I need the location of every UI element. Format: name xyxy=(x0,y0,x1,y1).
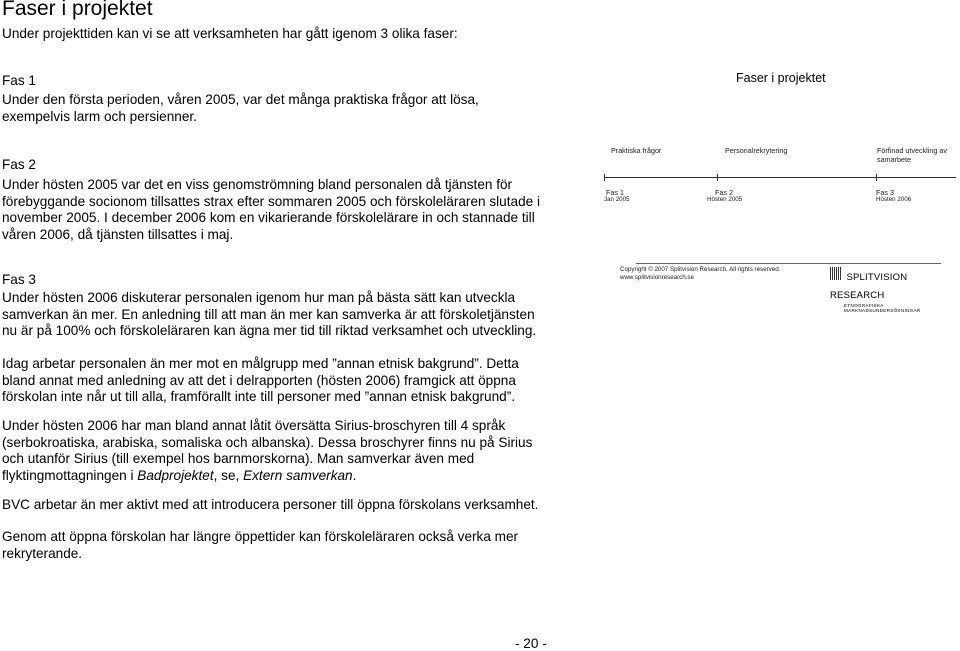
paragraph-today: Idag arbetar personalen än mer mot en målgrupp med ”annan etnisk bakgrund”. Detta bland annat med anledning av att det i delrapporten (hösten 2006) framgick att öppna förskolan inte når ut till alla, framförallt inte till personer med ”annan etnisk bakgrund”. xyxy=(2,356,519,404)
website-link: www.splitvisionresearch.se xyxy=(620,274,694,281)
fas2-heading: Fas 2 xyxy=(2,157,36,172)
phase2-date: Hösten 2005 xyxy=(707,196,743,203)
barcode-icon xyxy=(830,267,842,280)
phase2-top-label: Personalrekrytering xyxy=(725,146,788,155)
logo-subtitle: ETNOGRAFISKA MARKNADSUNDERSÖKNINGAR xyxy=(844,303,921,313)
phase1-date: Jan 2005 xyxy=(604,196,630,203)
paragraph-sirius: Under hösten 2006 har man bland annat låtit översätta Sirius-broschyren till 4 språk (serbokroatiska, arabiska, somaliska och albanska). Dessa broschyrer finns nu på Sirius och utanför Sirius (till exempel hos barnmorskorna). Man samverkar även med flyktingmottagningen i Badprojektet, se, Extern samverkan. xyxy=(2,418,533,483)
logo-name: SPLITVISION RESEARCH xyxy=(830,272,908,301)
paragraph-open-preschool: Genom att öppna förskolan har längre öppettider kan förskoleläraren också verka mer rekryterande. xyxy=(2,529,519,561)
fas3-heading: Fas 3 xyxy=(2,272,36,287)
phase3-name: Fas 3 xyxy=(876,188,894,197)
timeline-tick xyxy=(876,174,877,181)
intro-text: Under projekttiden kan vi se att verksamheten har gått igenom 3 olika faser: xyxy=(2,26,458,41)
figure-title: Faser i projektet xyxy=(736,71,826,85)
phase3-top-label: Förfinad utveckling av samarbete xyxy=(877,146,947,164)
phase3-date: Hösten 2006 xyxy=(876,196,912,203)
phase1-name: Fas 1 xyxy=(606,188,624,197)
fas2-text: Under hösten 2005 var det en viss genomströmning bland personalen då tjänsten för förebyggande socionom tillsattes strax efter sommaren 2005 och förskoleläraren slutade i november 2005. I december 2006 kom en vikarierande förskolelärare in och stannade till våren 2006, då tjänsten tillsattes i maj. xyxy=(2,177,540,242)
phase2-name: Fas 2 xyxy=(715,188,733,197)
timeline-tick xyxy=(717,174,718,181)
badprojektet-link: Badprojektet xyxy=(137,467,214,483)
timeline-tick xyxy=(604,174,605,181)
page-number: - 20 - xyxy=(515,636,547,651)
page-title: Faser i projektet xyxy=(2,0,153,20)
copyright-text: Copyright © 2007 Splitvision Research. All rights reserved. xyxy=(620,266,781,273)
phase1-top-label: Praktiska frågor xyxy=(611,146,662,155)
timeline-axis xyxy=(604,177,956,178)
paragraph-bvc: BVC arbetar än mer aktivt med att introducera personer till öppna förskolans verksamhet. xyxy=(2,497,539,512)
extern-samverkan-link: Extern samverkan xyxy=(243,467,353,483)
figure-divider xyxy=(636,263,941,264)
fas1-text: Under den första perioden, våren 2005, var det många praktiska frågor att lösa, exempelvis larm och persienner. xyxy=(2,92,479,124)
fas1-heading: Fas 1 xyxy=(2,73,36,88)
fas3-text: Under hösten 2006 diskuterar personalen igenom hur man på bästa sätt kan utveckla samverkan än mer. En anledning till att man än mer kan samverka är att förskoletjänsten nu är på 100% och förskoleläraren kan ägna mer tid till riktad verksamhet och utveckling. xyxy=(2,290,537,338)
splitvision-logo xyxy=(830,267,960,313)
